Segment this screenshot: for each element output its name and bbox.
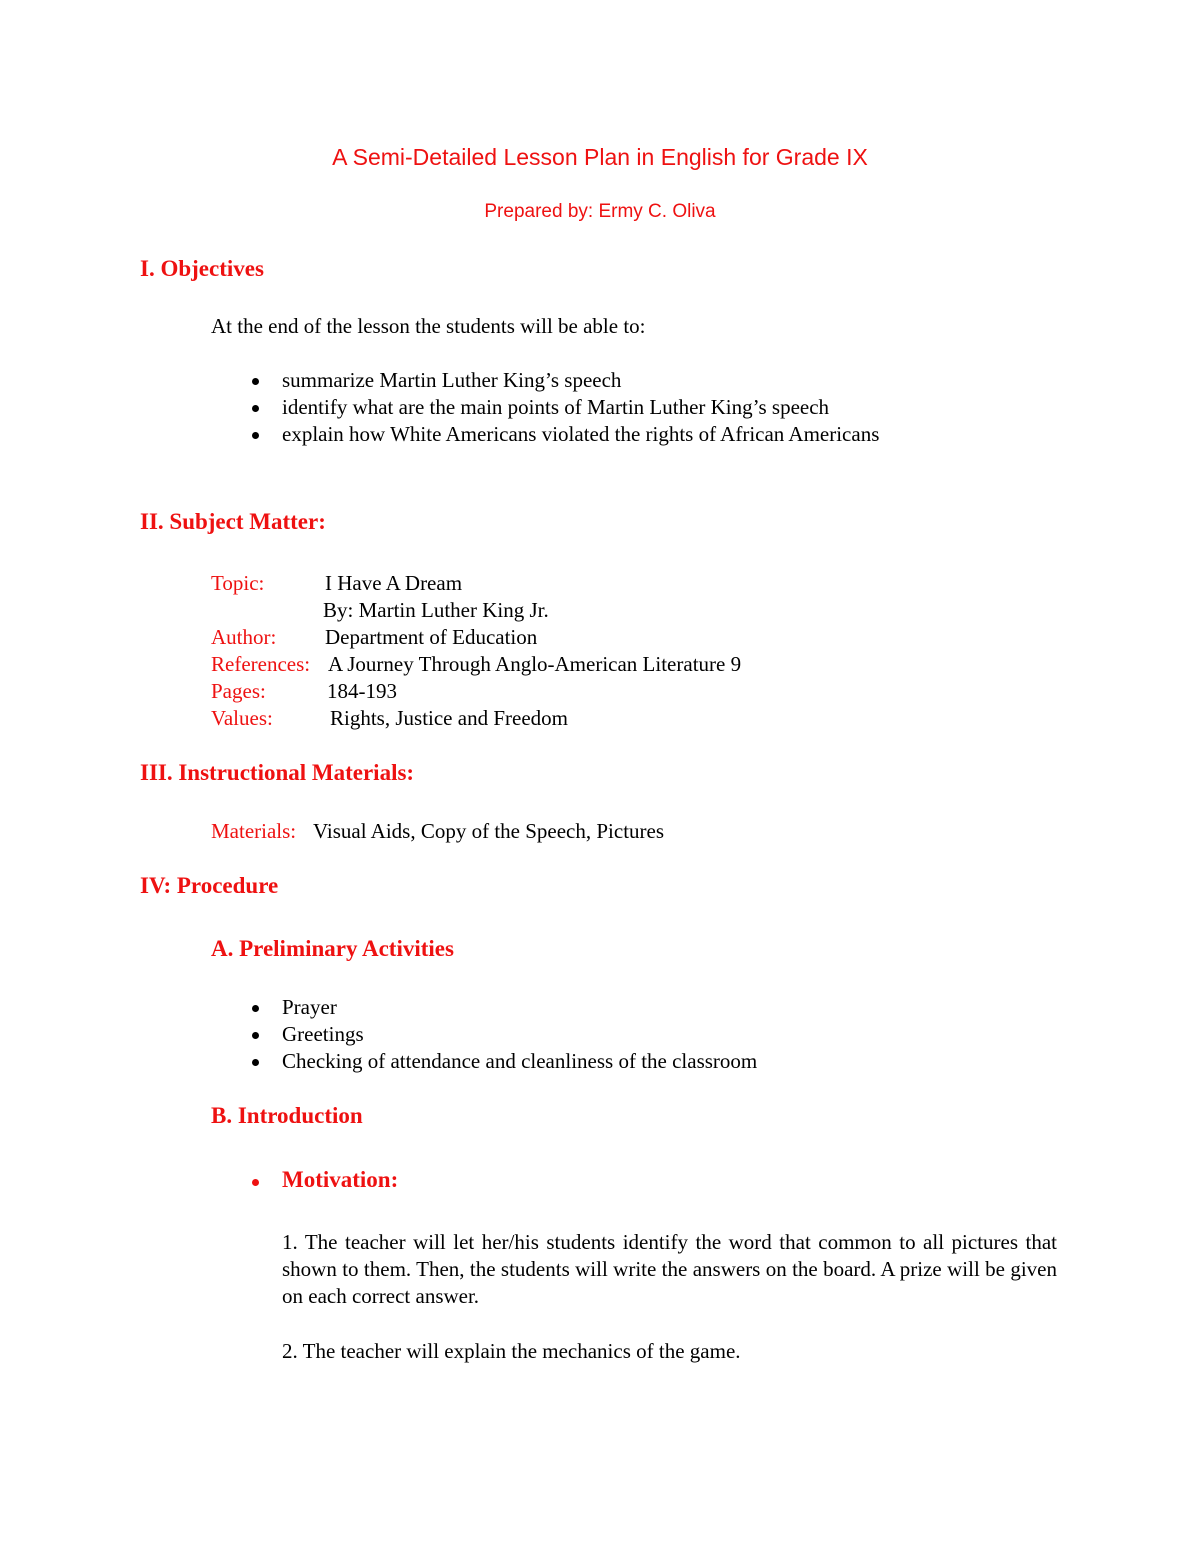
motivation-step-1: 1. The teacher will let her/his students identify the word that common to all pictures that shown to them. Then, the students will write the answers on the board. A prize will be given on each correct answer. [282, 1230, 1057, 1308]
bullet-icon [252, 1032, 259, 1039]
pages-value: 184-193 [327, 679, 397, 703]
bullet-icon [252, 1005, 259, 1012]
author-label: Author: [211, 625, 277, 649]
motivation-label: Motivation: [282, 1167, 399, 1192]
activity-text: Greetings [282, 1022, 364, 1046]
topic-by: By: Martin Luther King Jr. [323, 598, 549, 622]
references-value: A Journey Through Anglo-American Literature 9 [328, 652, 742, 676]
objective-text: identify what are the main points of Martin Luther King’s speech [282, 395, 830, 419]
motivation-step-2: 2. The teacher will explain the mechanics of the game. [282, 1339, 741, 1363]
values-label: Values: [211, 706, 273, 730]
preliminary-activities-heading: A. Preliminary Activities [211, 936, 454, 961]
objective-text: summarize Martin Luther King’s speech [282, 368, 622, 392]
bullet-icon [252, 405, 259, 412]
bullet-icon [252, 1179, 259, 1186]
materials-label: Materials: [211, 819, 297, 843]
procedure-heading: IV: Procedure [140, 873, 279, 898]
prepared-by: Prepared by: Ermy C. Oliva [484, 201, 716, 222]
bullet-icon [252, 1059, 259, 1066]
objectives-heading: I. Objectives [140, 256, 264, 281]
topic-label: Topic: [211, 571, 265, 595]
author-value: Department of Education [325, 625, 538, 649]
references-label: References: [211, 652, 311, 676]
instructional-materials-heading: III. Instructional Materials: [140, 760, 415, 785]
bullet-icon [252, 432, 259, 439]
introduction-heading: B. Introduction [211, 1103, 363, 1128]
bullet-icon [252, 378, 259, 385]
objective-text: explain how White Americans violated the rights of African Americans [282, 422, 880, 446]
materials-value: Visual Aids, Copy of the Speech, Pictures [313, 819, 665, 843]
document-title: A Semi-Detailed Lesson Plan in English for Grade IX [332, 144, 868, 170]
topic-value: I Have A Dream [325, 571, 463, 595]
pages-label: Pages: [211, 679, 266, 703]
activity-text: Checking of attendance and cleanliness of the classroom [282, 1049, 758, 1073]
activity-text: Prayer [282, 995, 337, 1019]
values-value: Rights, Justice and Freedom [330, 706, 568, 730]
subject-matter-heading: II. Subject Matter: [140, 509, 326, 534]
objectives-intro: At the end of the lesson the students will be able to: [211, 314, 646, 338]
